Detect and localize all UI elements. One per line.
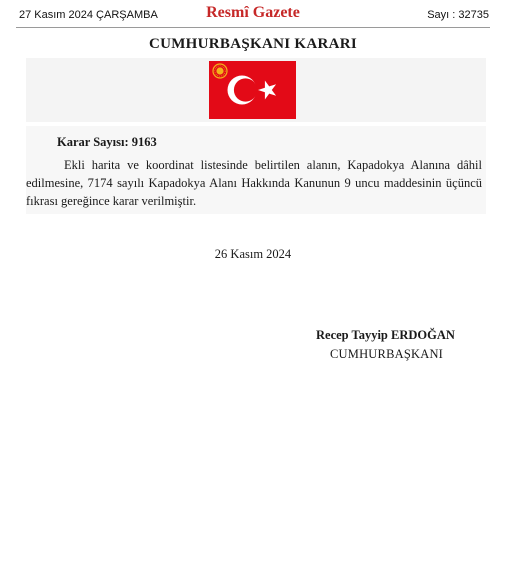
gazette-issue-number: Sayı : 32735: [427, 9, 489, 21]
decision-date: 26 Kasım 2024: [214, 247, 292, 261]
gazette-title: Resmî Gazete: [206, 4, 300, 21]
decision-text: Ekli harita ve koordinat listesinde belirtilen alanın, Kapadokya Alanına dâhil edilmesine, 7174 sayılı Kapadokya Alanı Hakkında Kanunun 9 uncu maddesinin üçüncü fıkrası gereğince karar verilmiştir.: [26, 158, 482, 208]
signatory-title: CUMHURBAŞKANI: [330, 347, 444, 361]
decision-heading: CUMHURBAŞKANI KARARI: [148, 36, 358, 52]
header-divider: [16, 27, 490, 28]
turkish-flag-icon: [209, 61, 296, 119]
gazette-date: 27 Kasım 2024 ÇARŞAMBA: [19, 9, 158, 21]
decision-number: Karar Sayısı: 9163: [57, 135, 157, 149]
signatory-name: Recep Tayyip ERDOĞAN: [316, 328, 455, 342]
